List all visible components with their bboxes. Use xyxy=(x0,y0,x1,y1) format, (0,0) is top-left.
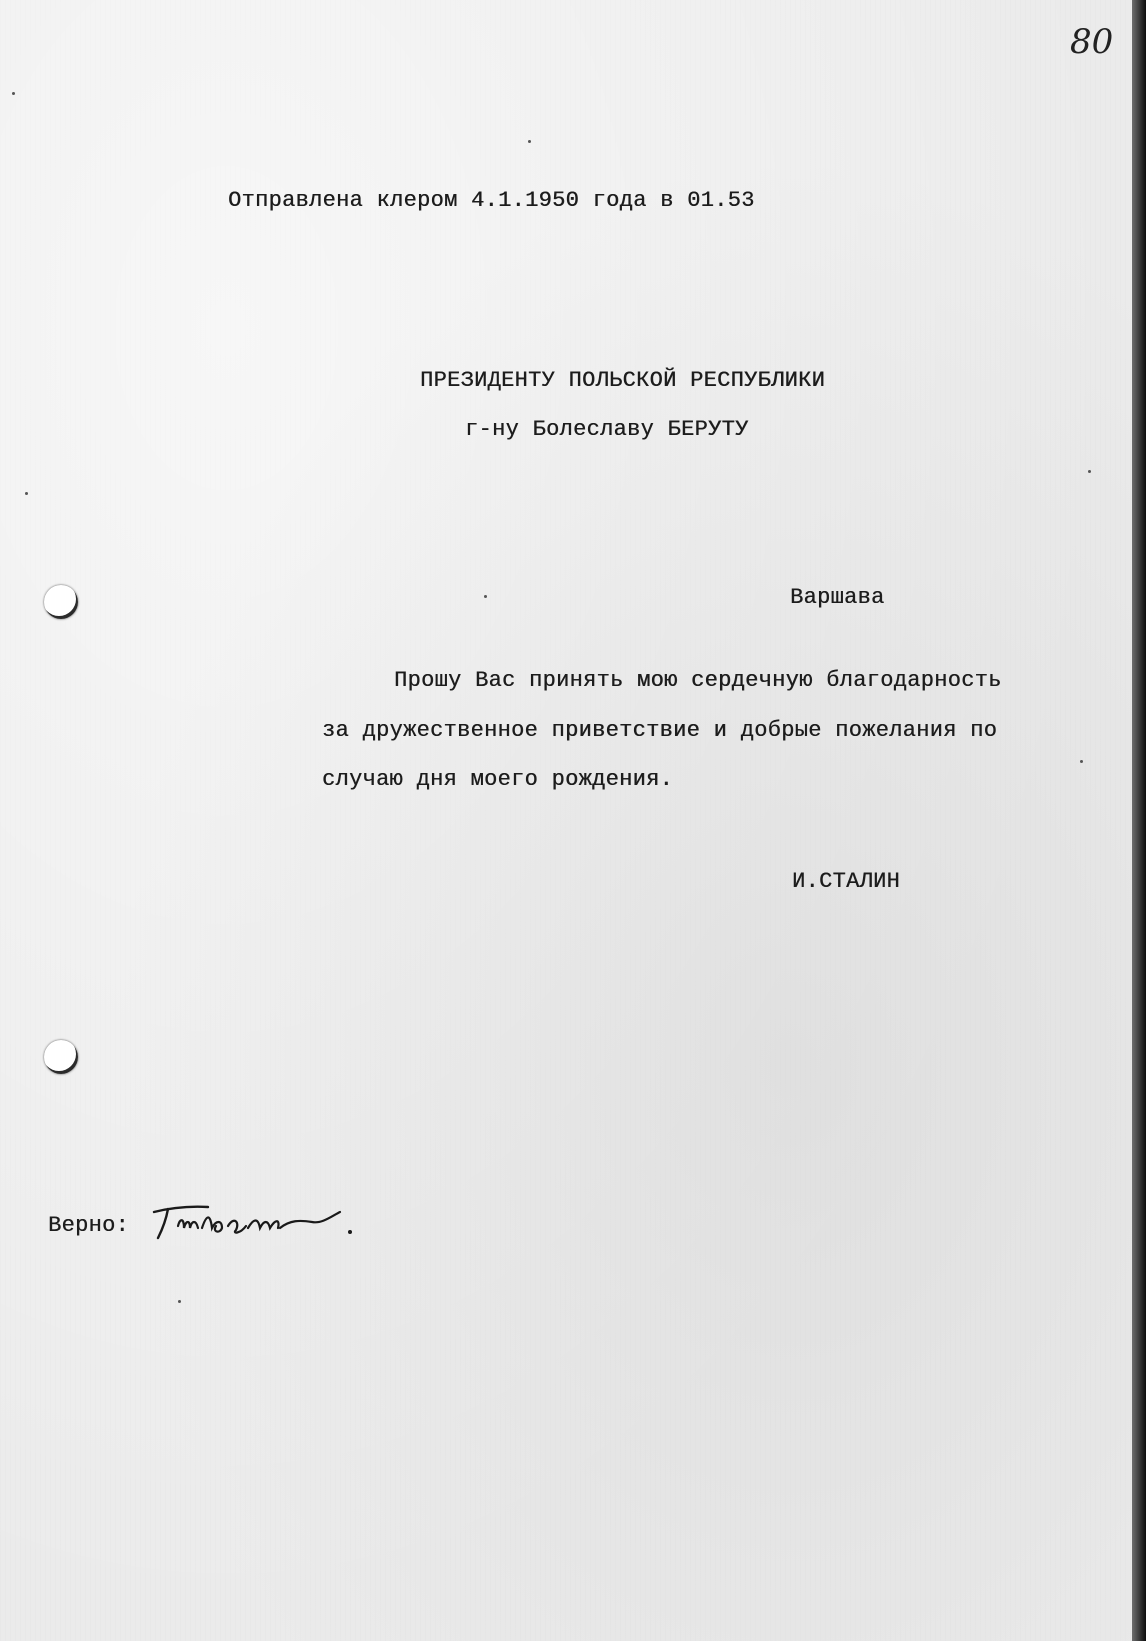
addressee-title: ПРЕЗИДЕНТУ ПОЛЬСКОЙ РЕСПУБЛИКИ xyxy=(420,368,826,393)
speck xyxy=(1088,470,1091,473)
speck xyxy=(25,492,28,495)
speck xyxy=(12,92,15,95)
punch-hole-top xyxy=(44,585,78,619)
body-line-3: случаю дня моего рождения. xyxy=(322,767,674,792)
body-line-2: за дружественное приветствие и добрые пожелания по xyxy=(322,718,998,743)
punch-hole-bottom xyxy=(44,1040,78,1074)
scan-edge-shadow xyxy=(1132,0,1146,1641)
folio-number: 80 xyxy=(1070,22,1114,62)
city: Варшава xyxy=(790,585,885,610)
signatory: И.СТАЛИН xyxy=(792,869,901,894)
body-line-1: Прошу Вас принять мою сердечную благодарность xyxy=(394,668,1002,693)
speck xyxy=(1080,760,1083,763)
speck xyxy=(484,595,487,598)
handwritten-signature xyxy=(150,1198,360,1248)
certification-label: Верно: xyxy=(48,1213,130,1238)
dispatch-note: Отправлена клером 4.1.1950 года в 01.53 xyxy=(228,188,755,213)
addressee-name: г-ну Болеславу БЕРУТУ xyxy=(465,417,749,442)
speck xyxy=(528,140,531,143)
speck xyxy=(178,1300,181,1303)
